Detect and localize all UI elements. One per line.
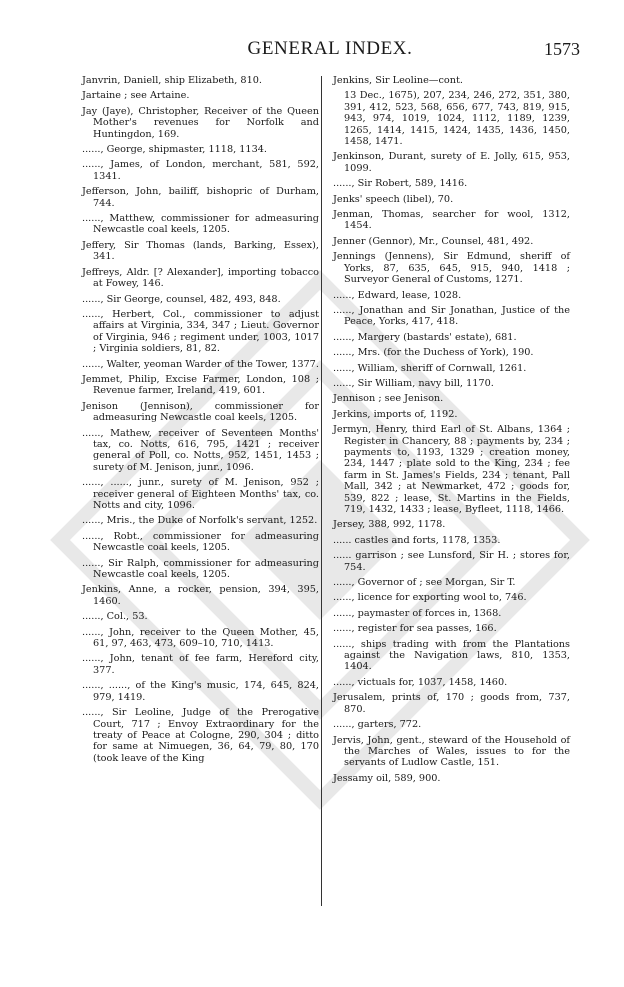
index-entry: Jerusalem, prints of, 170 ; goods from, 737, 870. — [333, 692, 570, 715]
index-entry: Jennison ; see Jenison. — [333, 393, 444, 405]
index-entry: ......, Walter, yeoman Warder of the Tower, 1377. — [82, 358, 319, 370]
left-index-column — [82, 75, 319, 768]
index-entry: ......, Jonathan and Sir Jonathan, Justice of the Peace, Yorks, 417, 418. — [333, 304, 570, 328]
index-entry-continued-heading: Jenkins, Sir Leoline—cont. — [333, 75, 463, 86]
index-entry: Jennings (Jennens), Sir Edmund, sheriff of Yorks, 87, 635, 645, 915, 940, 1418 ; Surveyor General of Customs, 1271. — [333, 251, 570, 286]
index-entry: ......, Margery (bastards' estate), 681. — [333, 331, 517, 343]
index-entry: ......, garters, 772. — [333, 719, 422, 731]
index-entry: ......, ......, of the King's music, 174, 645, 824, 979, 1419. — [82, 680, 319, 703]
index-entry: ......, register for sea passes, 166. — [333, 623, 497, 635]
index-entry: Jenman, Thomas, searcher for wool, 1312, 1454. — [333, 209, 570, 232]
index-entry: ......, Matthew, commissioner for admeasuring Newcastle coal keels, 1205. — [82, 213, 319, 236]
index-entry: ......, Edward, lease, 1028. — [333, 289, 462, 301]
index-entry: ......, Herbert, Col., commissioner to adjust affairs at Virginia, 334, 347 ; Lieut. Governor of Virginia, 946 ; regiment under, 1003, 1017 ; Virginia soldiers, 81, 82. — [82, 308, 319, 355]
index-entry: ......, Sir George, counsel, 482, 493, 848. — [82, 293, 281, 305]
index-entry: ......, Robt., commissioner for admeasuring Newcastle coal keels, 1205. — [82, 530, 319, 554]
index-entry: ......, Col., 53. — [82, 611, 148, 623]
index-entry: ......, Sir Robert, 589, 1416. — [333, 178, 468, 190]
index-entry: Jenner (Gennor), Mr., Counsel, 481, 492. — [333, 235, 534, 247]
index-entry: Jefferson, John, bailiff, bishopric of Durham, 744. — [82, 186, 319, 209]
index-entry: ......, Mris., the Duke of Norfolk's servant, 1252. — [82, 515, 318, 527]
index-entry: ......, licence for exporting wool to, 746. — [333, 592, 527, 604]
index-entry: Jessamy oil, 589, 900. — [333, 772, 441, 784]
index-entry: ......, John, tenant of fee farm, Hereford city, 377. — [82, 653, 319, 676]
index-entry: Jemmet, Philip, Excise Farmer, London, 108 ; Revenue farmer, Ireland, 419, 601. — [82, 373, 319, 397]
index-entry: ......, victuals for, 1037, 1458, 1460. — [333, 676, 508, 688]
index-entry: ...... garrison ; see Lunsford, Sir H. ; stores for, 754. — [333, 550, 570, 573]
index-entry: ......, Sir Ralph, commissioner for admeasuring Newcastle coal keels, 1205. — [82, 557, 319, 581]
index-entry: Janvrin, Daniell, ship Elizabeth, 810. — [82, 75, 262, 86]
index-entry: Jay (Jaye), Christopher, Receiver of the Queen Mother's revenues for Norfolk and Huntingdon, 169. — [82, 105, 319, 140]
index-entry: Jenkins, Anne, a rocker, pension, 394, 395, 1460. — [82, 584, 319, 607]
index-entry: ......, Mrs. (for the Duchess of York), 190. — [333, 347, 534, 359]
index-entry: ...... castles and forts, 1178, 1353. — [333, 534, 501, 546]
right-index-column — [333, 75, 570, 788]
index-entry: ......, James, of London, merchant, 581, 592, 1341. — [82, 159, 319, 182]
index-entry: ......, ......, junr., surety of M. Jenison, 952 ; receiver general of Eighteen Months' tax, co. Notts and city, 1096. — [82, 477, 319, 511]
index-entry: Jerkins, imports of, 1192. — [333, 408, 458, 420]
index-entry: ......, John, receiver to the Queen Mother, 45, 61, 97, 463, 473, 609–10, 710, 1413. — [82, 626, 319, 650]
index-entry: Jervis, John, gent., steward of the Household of the Marches of Wales, issues to for the servants of Ludlow Castle, 151. — [333, 734, 570, 769]
index-entry: ......, paymaster of forces in, 1368. — [333, 607, 502, 619]
index-entry: ......, Sir Leoline, Judge of the Prerogative Court, 717 ; Envoy Extraordinary for the treaty of Peace at Cologne, 290, 304 ; ditto for same at Nimuegen, 36, 64, 79, 80, 170 (took leave of the King — [82, 707, 319, 764]
index-entry: ......, Mathew, receiver of Seventeen Months' tax, co. Notts, 616, 795, 1421 ; receiver general of Poll, co. Notts, 952, 1451, 1453 ; surety of M. Jenison, junr., 1096. — [82, 427, 319, 473]
index-entry: Jermyn, Henry, third Earl of St. Albans, 1364 ; Register in Chancery, 88 ; payments by, 234 ; payments to, 1193, 1329 ; creation money, 234, 1447 ; plate sold to the King, 234 ; fee farm in St. James's Fields, 234 ; tenant, Pall Mall, 342 ; at Newmarket, 472 ; goods for, 539, 822 ; lease, St. Martins in the Fields, 719, 1432, 1433 ; lease, Byfleet, 1118, 1466. — [333, 424, 570, 515]
index-entry: Jeffreys, Aldr. [? Alexander], importing tobacco at Fowey, 146. — [82, 266, 319, 290]
index-entry: ......, Sir William, navy bill, 1170. — [333, 377, 494, 389]
index-entry: Jersey, 388, 992, 1178. — [333, 519, 446, 531]
index-entry: ......, George, shipmaster, 1118, 1134. — [82, 144, 268, 156]
index-entry-continued-text: 13 Dec., 1675), 207, 234, 246, 272, 351, 380, 391, 412, 523, 568, 656, 677, 743, 819, 915, 943, 974, 1019, 1024, 1112, 1189, 1239, 1265, 1414, 1415, 1424, 1435, 1436, 1450, 1458, 1471. — [344, 90, 570, 148]
index-entry: ......, ships trading with from the Plantations against the Navigation laws, 810, 1353, 1404. — [333, 638, 570, 673]
index-entry: Jenks' speech (libel), 70. — [333, 193, 454, 205]
index-entry: ......, William, sheriff of Cornwall, 1261. — [333, 362, 527, 374]
index-entry: Jartaine ; see Artaine. — [82, 90, 190, 102]
page-number: 1573 — [544, 39, 580, 59]
index-entry: Jeffery, Sir Thomas (lands, Barking, Essex), 341. — [82, 239, 319, 263]
page-header — [80, 38, 580, 68]
index-entry: ......, Governor of ; see Morgan, Sir T. — [333, 577, 516, 589]
page-title: GENERAL INDEX. — [247, 38, 413, 59]
column-divider — [321, 76, 322, 906]
index-entry: Jenkinson, Durant, surety of E. Jolly, 615, 953, 1099. — [333, 151, 570, 174]
index-entry: Jenison (Jennison), commissioner for admeasuring Newcastle coal keels, 1205. — [82, 400, 319, 424]
